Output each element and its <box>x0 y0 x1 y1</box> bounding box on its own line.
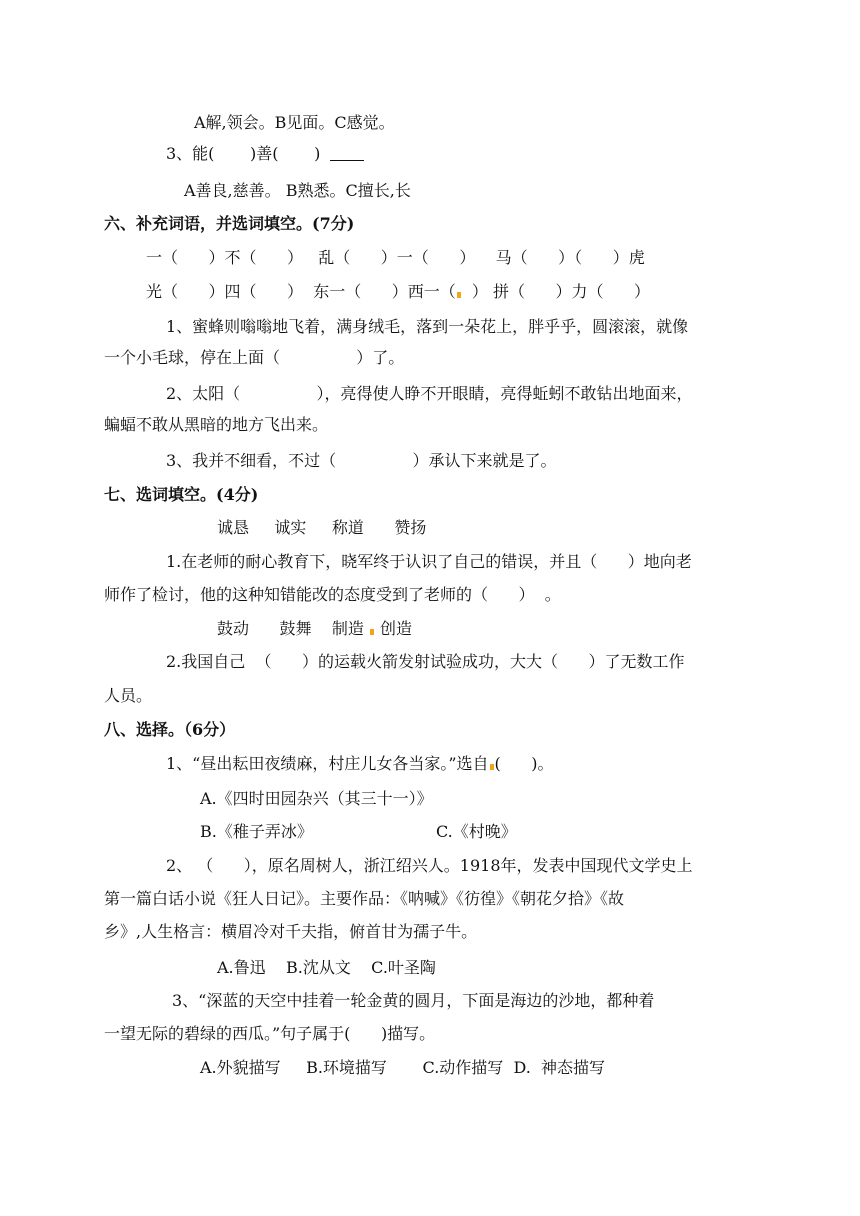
choice-3-options: A.外貌描写 B.环境描写 C.动作描写 D. 神态描写 <box>200 1058 605 1077</box>
word-bank-2 <box>217 618 412 640</box>
word-bank-1: 诚恳 诚实 称道 赞扬 <box>217 518 427 537</box>
sentence-1-line-1: 1、蜜蜂则嗡嗡地飞着，满身绒毛，落到一朵花上，胖乎乎，圆滚滚，就像 <box>166 317 689 336</box>
choice-question-1-part-b: ( )。 <box>494 754 554 773</box>
answer-options-3: A善良,慈善。 B熟悉。C擅长,长 <box>184 181 411 200</box>
sentence-2-line-2: 蝙蝠不敢从黑暗的地方飞出来。 <box>104 415 329 434</box>
idiom-row-2-part-a: 光（ ）四（ ） 东一（ ）西一（ <box>146 282 456 301</box>
idiom-row-1: 一（ ）不（ ） 乱（ ）一（ ） 马（ ）（ ）虎 <box>146 248 645 267</box>
sentence-1-line-2: 一个小毛球，停在上面（ ）了。 <box>104 348 405 367</box>
choice-question-1 <box>166 753 554 775</box>
choice-question-3-line-1: 3、“深蓝的天空中挂着一轮金黄的圆月，下面是海边的沙地，都种着 <box>172 991 655 1010</box>
choice-question-3-line-2: 一望无际的碧绿的西瓜。”句子属于( )描写。 <box>104 1024 436 1043</box>
answer-options-2: A解,领会。B见面。C感觉。 <box>194 113 395 132</box>
choice-question-1-part-a: 1、“昼出耘田夜绩麻，村庄儿女各当家。”选自 <box>166 754 489 773</box>
answer-blank-line[interactable] <box>330 146 364 161</box>
sentence-3: 3、我并不细看，不过（ ）承认下来就是了。 <box>166 451 557 470</box>
choice-1-option-b: B.《稚子弄冰》 <box>200 822 313 841</box>
choice-1-option-c: C.《村晚》 <box>436 822 517 841</box>
idiom-row-2 <box>146 281 650 303</box>
fill-question-2-line-2: 人员。 <box>104 686 153 705</box>
highlight-mark <box>457 292 461 298</box>
highlight-mark <box>370 629 374 635</box>
choice-question-2-line-3: 乡》,人生格言：横眉冷对千夫指，俯首甘为孺子牛。 <box>104 922 478 941</box>
section-7-heading: 七、选词填空。(4分) <box>104 485 259 504</box>
choice-question-2-line-2: 第一篇白话小说《狂人日记》。主要作品：《呐喊》《彷徨》《朝花夕拾》《故 <box>104 889 625 908</box>
word-bank-2-part-b: 创造 <box>374 619 413 638</box>
fill-question-1-line-2: 师作了检讨，他的这种知错能改的态度受到了老师的（ ） 。 <box>104 585 561 604</box>
section-8-heading: 八、选择。（6分） <box>104 720 236 739</box>
sentence-2-line-1: 2、太阳（ ），亮得使人睁不开眼睛，亮得蚯蚓不敢钻出地面来， <box>166 384 693 403</box>
choice-1-option-a: A.《四时田园杂兴（其三十一）》 <box>200 789 433 808</box>
choice-question-2-line-1: 2、 （ ），原名周树人，浙江绍兴人。1918年，发表中国现代文学史上 <box>166 856 693 875</box>
question-item-3 <box>166 143 364 165</box>
fill-question-2-line-1: 2.我国自己 （ ）的运载火箭发射试验成功，大大（ ）了无数工作 <box>166 652 685 671</box>
choice-2-options: A.鲁迅 B.沈从文 C.叶圣陶 <box>217 958 436 977</box>
highlight-mark <box>490 764 494 770</box>
section-6-heading: 六、补充词语，并选词填空。(7分) <box>104 214 355 233</box>
fill-question-1-line-1: 1.在老师的耐心教育下，晓军终于认识了自己的错误，并且（ ）地向老 <box>166 552 692 571</box>
question-item-3-text: 3、能( )善( ) <box>166 144 321 163</box>
word-bank-2-part-a: 鼓动 鼓舞 制造 <box>217 619 369 638</box>
idiom-row-2-part-b: ） 拼（ ）力（ ） <box>461 282 651 301</box>
